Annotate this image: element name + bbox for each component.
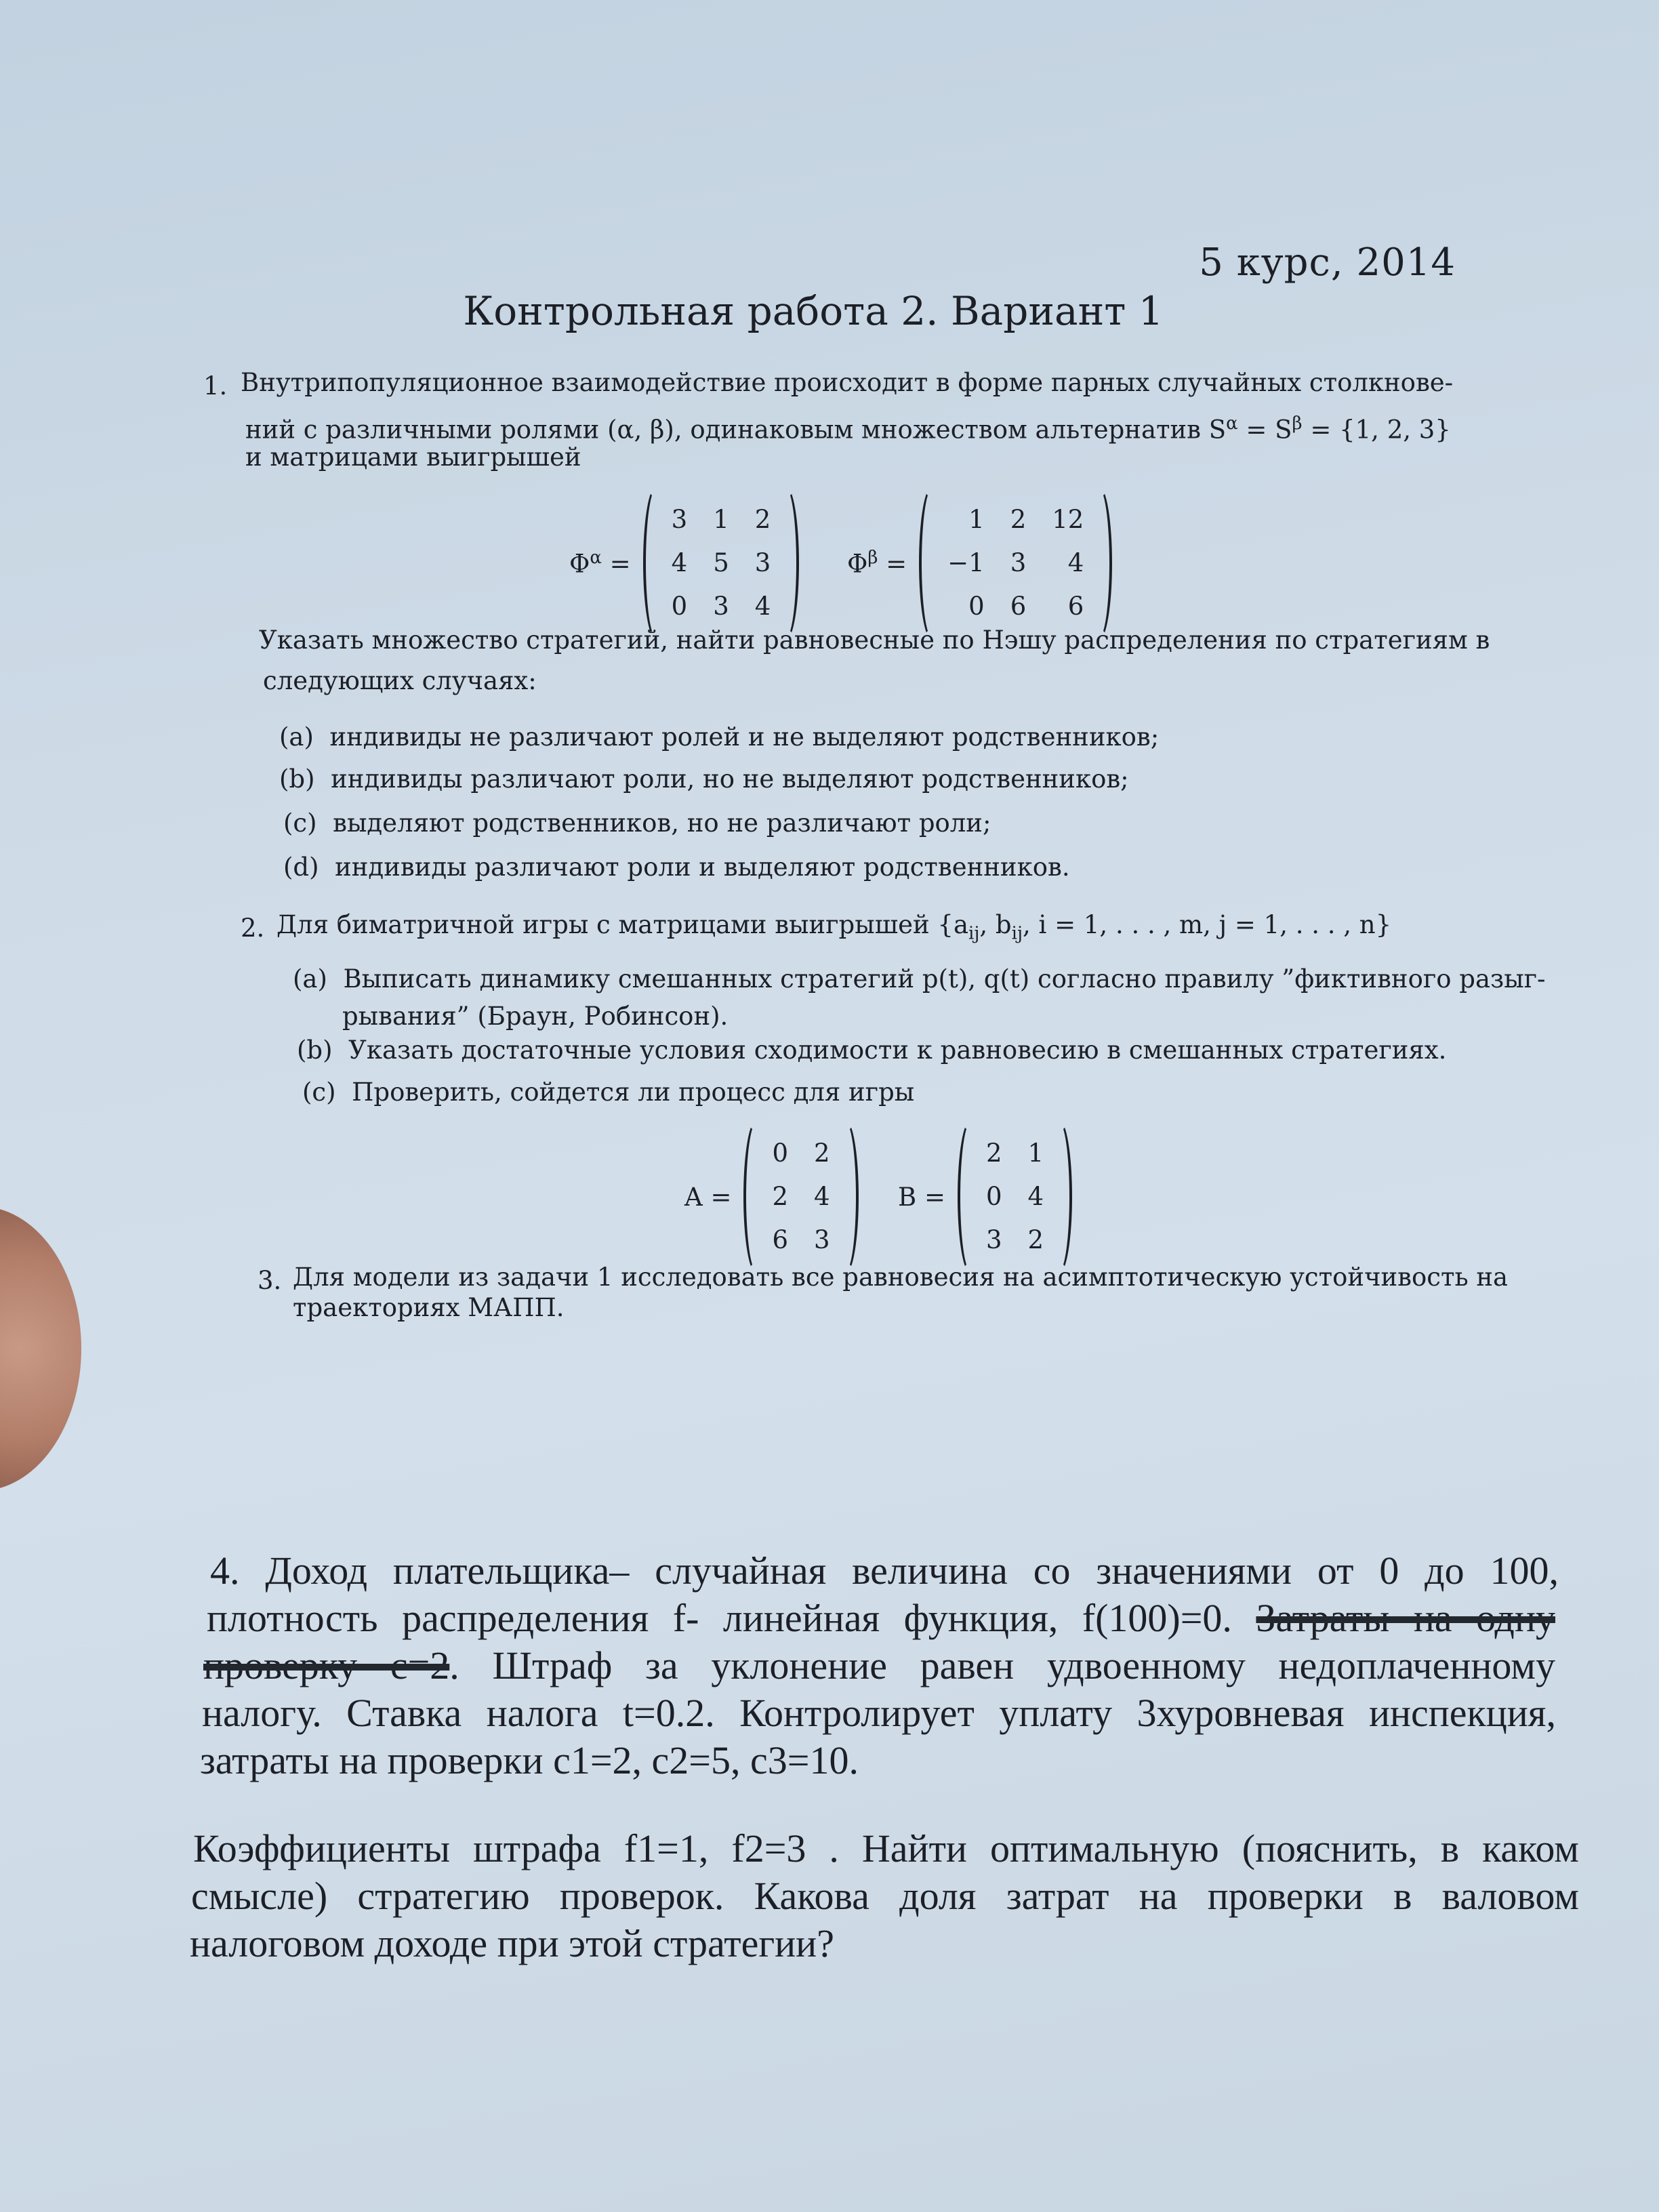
task4-para2-line2: смысле) стратегию проверок. Какова доля затрат на проверки в валовом bbox=[191, 1874, 1579, 1918]
phi-alpha-cell: 1 bbox=[713, 505, 729, 534]
task2-a-line1: (a) Выписать динамику смешанных стратегий p(t), q(t) согласно правилу ”фиктивного разыг- bbox=[293, 964, 1546, 994]
task4-para2-line3: налоговом доходе при этой стратегии? bbox=[190, 1921, 834, 1965]
case-c: (c) выделяют родственников, но не различают роли; bbox=[283, 808, 991, 838]
task1-line2: ний с различными ролями (α, β), одинаковым множеством альтернатив $S^\alpha = S^\beta = \{1$, 2, 3} bbox=[245, 413, 1451, 445]
phi-alpha-cell: 2 bbox=[754, 505, 771, 534]
phi-beta-cell: 0 bbox=[968, 592, 985, 621]
phi-alpha-cell: 3 bbox=[671, 505, 688, 534]
task1-prompt-line2: следующих случаях: bbox=[263, 666, 537, 695]
phi-alpha-cell: 0 bbox=[671, 592, 688, 621]
page-title: Контрольная работа 2. Вариант 1 bbox=[463, 288, 1164, 334]
matrix-A-cell: 2 bbox=[814, 1139, 830, 1168]
phi-alpha-cell: 4 bbox=[754, 592, 771, 621]
phi-beta-cell: 1 bbox=[968, 505, 985, 534]
phi-beta-cell: 6 bbox=[1067, 592, 1084, 621]
phi-beta-cell: 4 bbox=[1067, 548, 1084, 577]
task2-b: (b) Указать достаточные условия сходимости к равновесию в смешанных стратегиях. bbox=[297, 1036, 1447, 1065]
matrix-B-cell: 0 bbox=[985, 1182, 1002, 1211]
phi-beta-cell: 6 bbox=[1010, 592, 1027, 621]
task1-line1: Внутрипопуляционное взаимодействие происходит в форме парных случайных столкнове- bbox=[241, 368, 1454, 397]
task4-para2-line1: Коэффициенты штрафа f1=1, f2=3 . Найти оптимальную (пояснить, в каком bbox=[193, 1826, 1579, 1870]
task2-a-line2: рывания” (Браун, Робинсон). bbox=[342, 1002, 729, 1031]
matrix-B-cell: 4 bbox=[1027, 1182, 1044, 1211]
phi-beta-cell: 12 bbox=[1052, 505, 1084, 534]
task4-line1: 4. Доход плательщика– случайная величина со значениями от 0 до 100, bbox=[210, 1549, 1559, 1593]
matrix-B-cell: 2 bbox=[1027, 1225, 1044, 1254]
struck-text-1: Затраты на одну bbox=[1256, 1596, 1555, 1640]
task4-line3: проверку с=2. Штраф за уклонение равен удвоенному недоплаченному bbox=[203, 1643, 1556, 1687]
task2-intro: Для биматричной игры с матрицами выигрышей {$a_{ij}$, $b_{ij}$, i = 1, . . . , m, j = 1, . . . , n} bbox=[276, 910, 1392, 944]
matrix-B-cell: 3 bbox=[985, 1225, 1002, 1254]
case-d: (d) индивиды различают роли и выделяют родственников. bbox=[283, 853, 1070, 882]
matrix-A-cell: 0 bbox=[772, 1139, 789, 1168]
task1-number: 1. bbox=[203, 371, 228, 401]
matrix-B: B = 2 1 0 4 3 2 bbox=[898, 1135, 1072, 1258]
case-b: (b) индивиды различают роли, но не выделяют родственников; bbox=[279, 764, 1129, 794]
task3-line1: Для модели из задачи 1 исследовать все равновесия на асимптотическую устойчивость на bbox=[293, 1263, 1509, 1292]
phi-alpha-cell: 3 bbox=[713, 592, 729, 621]
matrix-A: A = 0 2 2 4 6 3 bbox=[684, 1135, 859, 1258]
matrix-B-cell: 2 bbox=[985, 1139, 1002, 1168]
case-a: (a) индивиды не различают ролей и не выделяют родственников; bbox=[279, 722, 1160, 752]
struck-text-2: проверку с=2 bbox=[203, 1643, 450, 1687]
task3-number: 3. bbox=[258, 1266, 282, 1295]
task1-prompt-line1: Указать множество стратегий, найти равновесные по Нэшу распределения по стратегиям в bbox=[259, 626, 1490, 655]
task4-line2: плотность распределения f- линейная функция, f(100)=0. Затраты на одну bbox=[207, 1596, 1555, 1640]
matrix-phi-beta: $\Phi^\beta$ = 1 2 12 −1 3 4 0 6 6 bbox=[847, 501, 1112, 625]
task2-number: 2. bbox=[241, 914, 265, 943]
matrix-A-cell: 2 bbox=[772, 1182, 789, 1211]
matrix-B-cell: 1 bbox=[1027, 1139, 1044, 1168]
task4-line5: затраты на проверки c1=2, c2=5, c3=10. bbox=[200, 1738, 859, 1782]
phi-alpha-cell: 5 bbox=[713, 548, 729, 577]
task3-line2: траекториях МАПП. bbox=[293, 1293, 565, 1322]
thumb bbox=[0, 1206, 81, 1491]
task2-c: (c) Проверить, сойдется ли процесс для игры bbox=[302, 1078, 915, 1107]
phi-beta-cell: 2 bbox=[1010, 505, 1027, 534]
phi-alpha-cell: 4 bbox=[671, 548, 688, 577]
matrix-phi-alpha: $\Phi^\alpha$ = 3 1 2 4 5 3 0 3 4 bbox=[569, 501, 799, 625]
task1-line3: и матрицами выигрышей bbox=[245, 443, 581, 472]
matrix-A-cell: 3 bbox=[814, 1225, 830, 1254]
task4-line4: налогу. Ставка налога t=0.2. Контролирует уплату 3хуровневая инспекция, bbox=[202, 1691, 1556, 1735]
phi-beta-cell: 3 bbox=[1010, 548, 1027, 577]
matrix-A-cell: 6 bbox=[772, 1225, 789, 1254]
matrix-A-cell: 4 bbox=[814, 1182, 830, 1211]
phi-beta-cell: −1 bbox=[947, 548, 985, 577]
course-year: 5 курс, 2014 bbox=[1199, 241, 1456, 285]
phi-alpha-cell: 3 bbox=[754, 548, 771, 577]
